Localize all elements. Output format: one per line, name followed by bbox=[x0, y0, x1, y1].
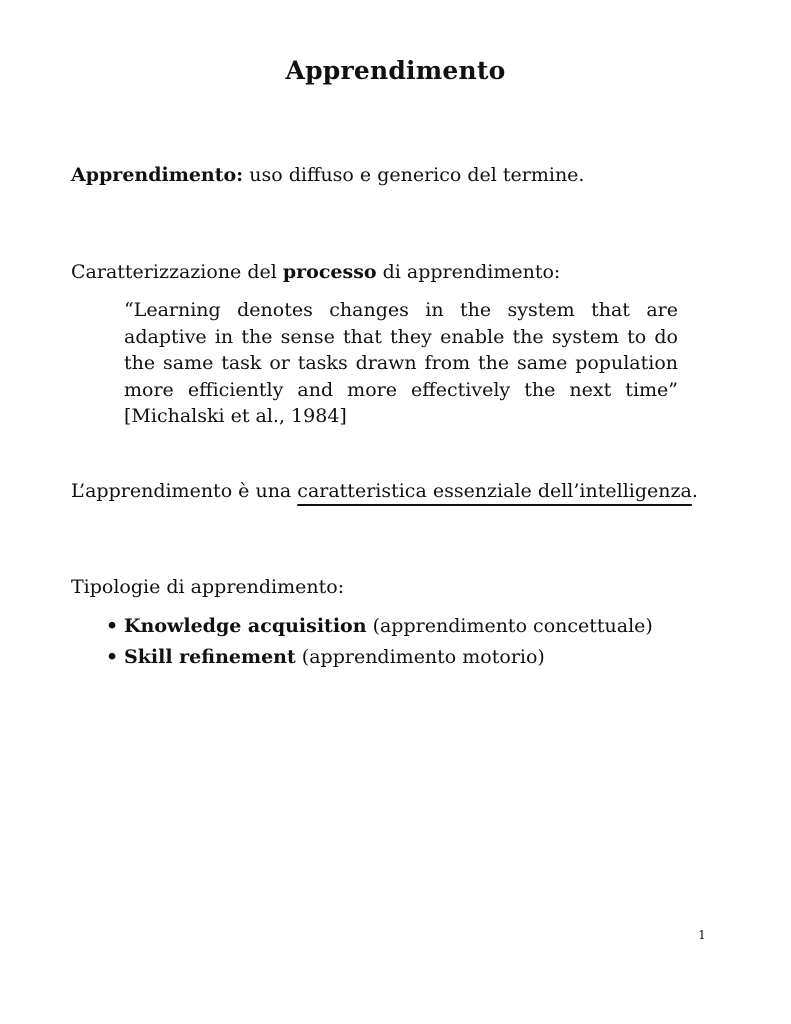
essential-underlined: caratteristica essenziale dell’intelligenza bbox=[297, 480, 692, 502]
michalski-quote: “Learning denotes changes in the system that are adaptive in the sense that they enable the system to do the same task or tasks drawn from the same population more efficiently and more effectively the next time” [Michalski et al., 1984] bbox=[124, 299, 678, 427]
process-suffix: di apprendimento: bbox=[376, 261, 561, 283]
definition-paragraph bbox=[71, 164, 584, 186]
definition-term: Apprendimento: bbox=[71, 164, 244, 186]
page-title: Apprendimento bbox=[285, 56, 506, 85]
page-number: 1 bbox=[698, 928, 706, 942]
list-item-bold: Knowledge acquisition bbox=[124, 615, 367, 637]
essential-prefix: L’apprendimento è una bbox=[71, 480, 298, 502]
process-bold-word: processo bbox=[282, 261, 377, 283]
bullet-icon: • bbox=[106, 646, 119, 668]
process-prefix: Caratterizzazione del bbox=[71, 261, 283, 283]
types-list bbox=[106, 611, 653, 673]
list-item bbox=[106, 611, 653, 642]
list-item-text: (apprendimento concettuale) bbox=[366, 615, 653, 637]
list-item-text: (apprendimento motorio) bbox=[295, 646, 545, 668]
essential-paragraph bbox=[71, 480, 698, 502]
definition-text: uso diffuso e generico del termine. bbox=[243, 164, 585, 186]
list-item-bold: Skill refinement bbox=[124, 646, 296, 668]
essential-suffix: . bbox=[691, 480, 698, 502]
process-paragraph bbox=[71, 261, 560, 283]
types-intro: Tipologie di apprendimento: bbox=[71, 576, 345, 598]
bullet-icon: • bbox=[106, 615, 119, 637]
list-item bbox=[106, 642, 653, 673]
